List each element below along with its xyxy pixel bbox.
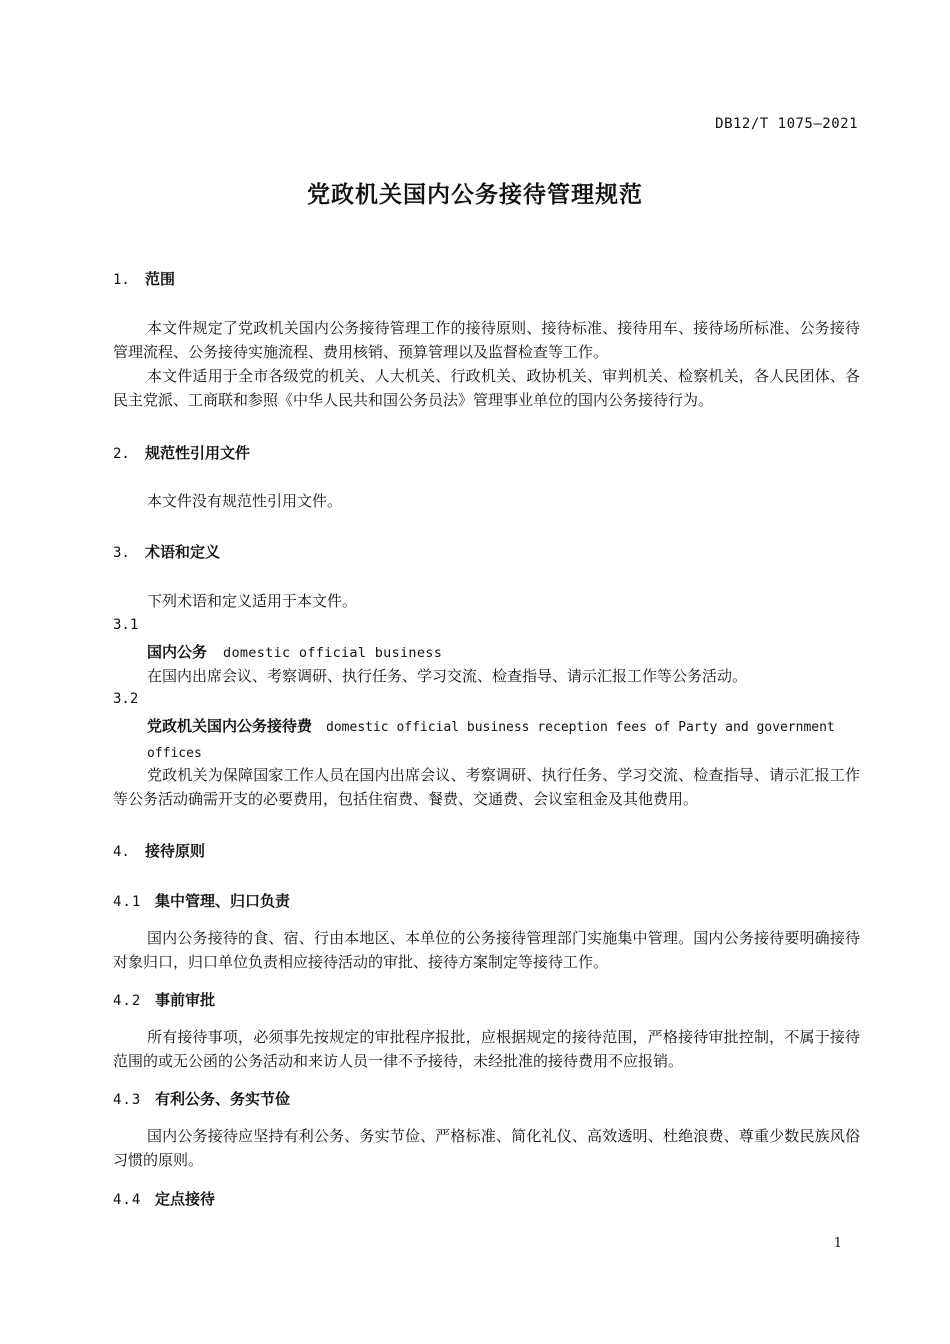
term-3-2 bbox=[147, 714, 862, 766]
section-title: 范围 bbox=[145, 270, 176, 288]
subsection-title: 集中管理、归口负责 bbox=[155, 892, 291, 910]
term-name: 国内公务 bbox=[147, 643, 208, 661]
term-english: domestic official business bbox=[223, 645, 443, 661]
term-english: domestic official business reception fees of Party and government offices bbox=[147, 720, 835, 761]
section-1-heading bbox=[113, 268, 175, 289]
section-number: 2. bbox=[113, 446, 130, 462]
term-3-2-definition: 党政机关为保障国家工作人员在国内出席会议、考察调研、执行任务、学习交流、检查指导、请示汇报工作等公务活动确需开支的必要费用，包括住宿费、餐费、交通费、会议室租金及其他费用。 bbox=[113, 766, 860, 808]
section-title: 术语和定义 bbox=[145, 543, 221, 561]
term-name: 党政机关国内公务接待费 bbox=[147, 717, 313, 735]
section-4-4-heading bbox=[113, 1188, 215, 1209]
section-4-1-heading bbox=[113, 890, 290, 911]
section-4-2-paragraph: 所有接待事项，必须事先按规定的审批程序报批，应根据规定的接待范围，严格接待审批控制，不属于接待范围的或无公函的公务活动和来访人员一律不予接待，未经批准的接待费用不应报销。 bbox=[113, 1028, 860, 1070]
section-number: 4. bbox=[113, 844, 130, 860]
term-3-1-number: 3.1 bbox=[113, 617, 139, 633]
section-4-1-paragraph: 国内公务接待的食、宿、行由本地区、本单位的公务接待管理部门实施集中管理。国内公务接待要明确接待对象归口，归口单位负责相应接待活动的审批、接待方案制定等接待工作。 bbox=[113, 929, 860, 971]
page-number: 1 bbox=[833, 1236, 842, 1251]
subsection-number: 4.1 bbox=[113, 894, 142, 910]
section-2-paragraph: 本文件没有规范性引用文件。 bbox=[147, 492, 343, 510]
section-number: 3. bbox=[113, 545, 130, 561]
term-3-1-definition: 在国内出席会议、考察调研、执行任务、学习交流、检查指导、请示汇报工作等公务活动。 bbox=[147, 667, 748, 685]
section-4-3-heading bbox=[113, 1088, 290, 1109]
section-title: 规范性引用文件 bbox=[145, 444, 251, 462]
section-1-paragraph-1: 本文件规定了党政机关国内公务接待管理工作的接待原则、接待标准、接待用车、接待场所标准、公务接待管理流程、公务接待实施流程、费用核销、预算管理以及监督检查等工作。 bbox=[113, 319, 860, 361]
subsection-number: 4.4 bbox=[113, 1192, 142, 1208]
subsection-number: 4.3 bbox=[113, 1092, 142, 1108]
section-4-2-heading bbox=[113, 989, 215, 1010]
section-3-heading bbox=[113, 541, 220, 562]
subsection-number: 4.2 bbox=[113, 993, 142, 1009]
section-4-heading bbox=[113, 840, 205, 861]
subsection-title: 有利公务、务实节俭 bbox=[155, 1090, 291, 1108]
term-3-2-number: 3.2 bbox=[113, 691, 139, 707]
subsection-title: 定点接待 bbox=[155, 1190, 216, 1208]
document-code: DB12/T 1075—2021 bbox=[715, 116, 858, 132]
section-2-heading bbox=[113, 442, 250, 463]
document-title: 党政机关国内公务接待管理规范 bbox=[307, 182, 643, 208]
term-3-1 bbox=[147, 641, 442, 662]
section-1-paragraph-2: 本文件适用于全市各级党的机关、人大机关、行政机关、政协机关、审判机关、检察机关，各人民团体、各民主党派、工商联和参照《中华人民共和国公务员法》管理事业单位的国内公务接待行为。 bbox=[113, 367, 860, 409]
section-title: 接待原则 bbox=[145, 842, 206, 860]
section-number: 1. bbox=[113, 272, 130, 288]
section-3-paragraph: 下列术语和定义适用于本文件。 bbox=[147, 592, 358, 610]
section-4-3-paragraph: 国内公务接待应坚持有利公务、务实节俭、严格标准、简化礼仪、高效透明、杜绝浪费、尊重少数民族风俗习惯的原则。 bbox=[113, 1127, 860, 1169]
subsection-title: 事前审批 bbox=[155, 991, 216, 1009]
